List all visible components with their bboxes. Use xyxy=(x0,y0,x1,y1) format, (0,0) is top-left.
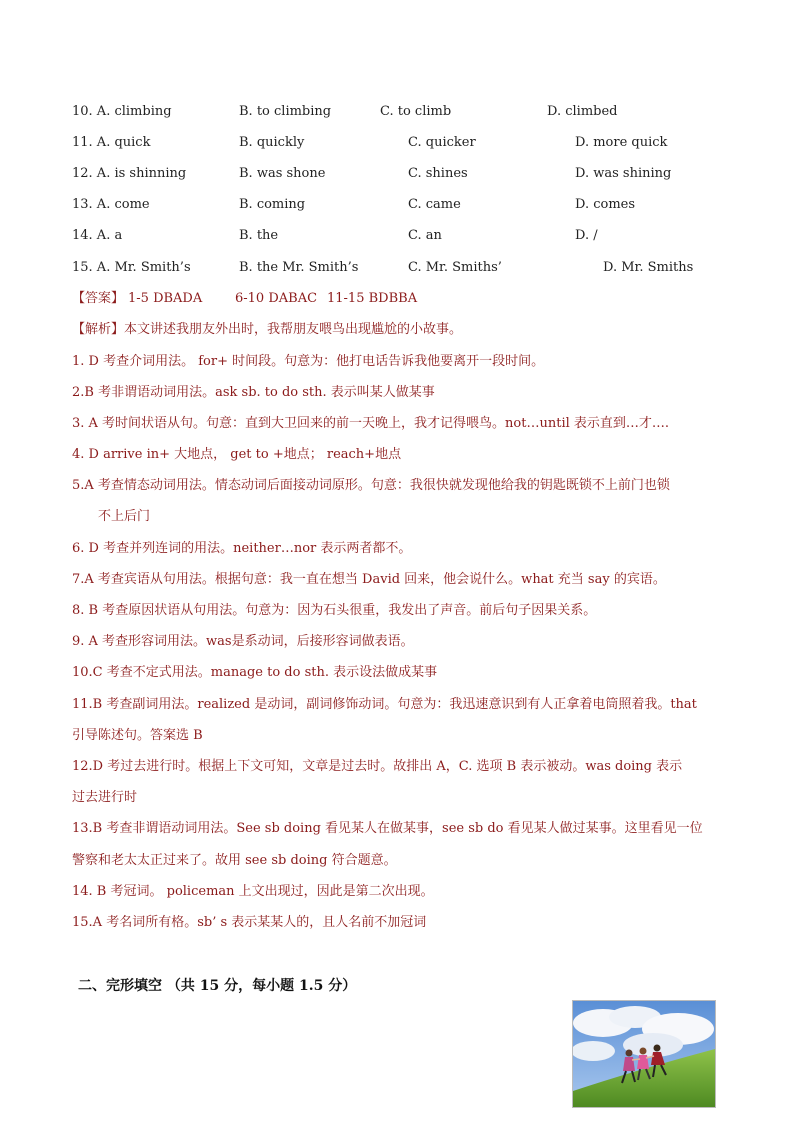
analysis-item-13-cont: 警察和老太太正过来了。故用 see sb doing 符合题意。 xyxy=(72,853,397,868)
option-d: D. was shining xyxy=(575,166,672,181)
option-b: B. was shone xyxy=(239,166,326,181)
analysis-item-2: 2.B 考非谓语动词用法。ask sb. to do sth. 表示叫某人做某事 xyxy=(72,385,435,400)
analysis-item-8: 8. B 考查原因状语从句用法。句意为：因为石头很重，我发出了声音。前后句子因果关系。 xyxy=(72,603,597,618)
option-d: D. comes xyxy=(575,197,636,212)
option-d: D. more quick xyxy=(575,135,668,150)
analysis-item-5-cont: 不上后门 xyxy=(98,509,151,524)
analysis-item-4: 4. D arrive in+ 大地点， get to +地点； reach+地点 xyxy=(72,447,402,462)
option-d: D. climbed xyxy=(547,104,618,119)
option-c: C. Mr. Smiths’ xyxy=(408,260,502,275)
children-on-hill-image xyxy=(573,1001,715,1107)
option-a: 14. A. a xyxy=(72,228,123,243)
analysis-item-6: 6. D 考查并列连词的用法。neither…nor 表示两者都不。 xyxy=(72,541,412,556)
option-b: B. the xyxy=(239,228,279,243)
analysis-item-10: 10.C 考查不定式用法。manage to do sth. 表示设法做成某事 xyxy=(72,665,438,680)
analysis-label: 【解析】 xyxy=(72,322,125,337)
analysis-intro xyxy=(72,320,724,340)
illustration-photo xyxy=(572,1000,716,1108)
option-c: C. shines xyxy=(408,166,468,181)
option-a: 11. A. quick xyxy=(72,135,151,150)
option-c: C. came xyxy=(408,197,461,212)
analysis-item-3: 3. A 考时间状语从句。句意：直到大卫回来的前一天晚上，我才记得喂鸟。not…until 表示直到…才…. xyxy=(72,416,670,431)
option-a: 13. A. come xyxy=(72,197,150,212)
section-title: 二、完形填空 （共 15 分，每小题 1.5 分） xyxy=(78,978,357,994)
answer-group-3: 11-15 BDBBA xyxy=(327,291,418,306)
analysis-item-9: 9. A 考查形容词用法。was是系动词，后接形容词做表语。 xyxy=(72,634,414,649)
analysis-item-11-cont: 引导陈述句。答案选 B xyxy=(72,728,203,743)
analysis-intro-text: 本文讲述我朋友外出时，我帮朋友喂鸟出现尴尬的小故事。 xyxy=(124,322,463,337)
option-a: 15. A. Mr. Smith’s xyxy=(72,260,191,275)
option-b: B. quickly xyxy=(239,135,305,150)
option-c: C. quicker xyxy=(408,135,476,150)
option-c: C. to climb xyxy=(380,104,452,119)
option-d: D. / xyxy=(575,228,598,243)
analysis-item-7: 7.A 考查宾语从句用法。根据句意：我一直在想当 David 回来，他会说什么。what 充当 say 的宾语。 xyxy=(72,572,666,587)
answer-group-2: 6-10 DABAC xyxy=(235,291,318,306)
analysis-item-1: 1. D 考查介词用法。 for+ 时间段。句意为：他打电话告诉我他要离开一段时间。 xyxy=(72,354,545,369)
answer-label: 【答案】 xyxy=(72,291,125,306)
answer-group-1: 1-5 DBADA xyxy=(128,291,203,306)
option-b: B. to climbing xyxy=(239,104,332,119)
analysis-item-11: 11.B 考查副词用法。realized 是动词，副词修饰动词。句意为：我迅速意识到有人正拿着电筒照着我。that xyxy=(72,697,697,712)
analysis-item-5: 5.A 考查情态动词用法。情态动词后面接动词原形。句意：我很快就发现他给我的钥匙既锁不上前门也锁 xyxy=(72,478,670,493)
option-a: 12. A. is shinning xyxy=(72,166,187,181)
analysis-item-15: 15.A 考名词所有格。sb’ s 表示某某人的，且人名前不加冠词 xyxy=(72,915,427,930)
analysis-item-13: 13.B 考查非谓语动词用法。See sb doing 看见某人在做某事，see sb do 看见某人做过某事。这里看见一位 xyxy=(72,821,703,836)
analysis-item-12-cont: 过去进行时 xyxy=(72,790,138,805)
analysis-item-14: 14. B 考冠词。 policeman 上文出现过，因此是第二次出现。 xyxy=(72,884,434,899)
option-b: B. the Mr. Smith’s xyxy=(239,260,359,275)
option-d: D. Mr. Smiths xyxy=(603,260,694,275)
option-a: 10. A. climbing xyxy=(72,104,172,119)
option-b: B. coming xyxy=(239,197,306,212)
analysis-item-12: 12.D 考过去进行时。根据上下文可知，文章是过去时。故排出 A，C. 选项 B 表示被动。was doing 表示 xyxy=(72,759,683,774)
option-c: C. an xyxy=(408,228,442,243)
